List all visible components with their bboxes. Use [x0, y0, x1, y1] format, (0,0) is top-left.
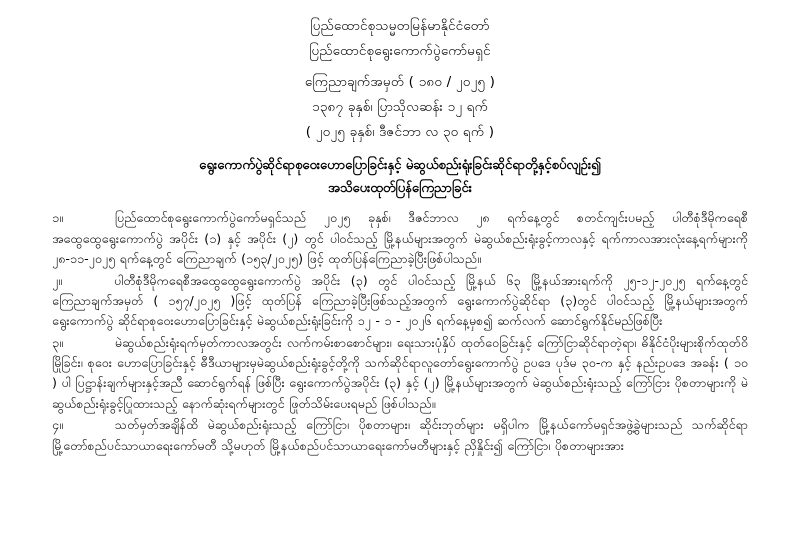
paragraph-3-marker: ၃။	[52, 334, 63, 350]
paragraph-4-text: သတ်မှတ်အချိန်ထိ မဲဆွယ်စည်းရုံးသည့် ကြော်ငြာ၊ ပိုစတာများ၊ ဆိုင်းဘုတ်များ မရှိပါက မြို့နယ်ကော်မရှင်အဖွဲ့ခွဲများသည် သက်ဆိုင်ရာ မြို့တော်စည်ပင်သာယာရေးကော်မတီ သို့မဟုတ် မြို့နယ်စည်ပင်သာယာရေးကော်မတီများနှင့် ညှိနှိုင်း၍ ကြော်ငြာ၊ ပိုစတာများအား	[52, 417, 748, 453]
paragraph-3-text: မဲဆွယ်စည်းရုံးရက်မှတ်ကာလအတွင်း လက်ကမ်းစာစောင်များ၊ ရေးသားပုံနှိပ် ထုတ်ဝေခြင်းနှင့် ကြော်ငြာဆိုင်ရာတဲ့ရာ၊ ဓိနိုင်ငံပိုးများစိုက်ထုတ်ဝိမြိုခြင်း၊ စုဝေး ဟောပြောခြင်းနှင့် ဓီဒီယာများမှမဲဆွယ်စည်းရုံးခွင့်တို့ကို သက်ဆိုင်ရာလူတော်ရွေးကောက်ပွဲ ဥပဒေ ပုဒ်မ ၃၀-က နှင့် နည်းဥပဒေ အခန်း ( ၁၀ ) ပါ ပြဋ္ဌာန်းချက်များနှင့်အညီ ဆောင်ရွက်ရန် ဖြစ်ပြီး ရွေးကောက်ပွဲအပိုင်း (၃) နှင့် (၂) မြို့နယ်များအတွက် မဲဆွယ်စည်းရုံးသည့် ကြော်ငြား ပိုစတာများကို မဲဆွယ်စည်းရုံးခွင့်ပြုထားသည့် နောက်ဆုံးရက်များတွင် ဖြုတ်သိမ်းပေးရမည် ဖြစ်ပါသည်။	[52, 334, 748, 411]
paragraph-1-text: ပြည်ထောင်စုရွေးကောက်ပွဲကော်မရှင်သည် ၂၀၂၅ ခုနှစ်၊ ဒီဇင်ဘာလ ၂၈ ရက်နေ့တွင် စတင်ကျင်းပမည့် ပါတီစုံဒီမိုကရေစီအထွေထွေရွေးကောက်ပွဲ အပိုင်း (၁) နှင့် အပိုင်း (၂) တွင် ပါဝင်သည့် မြို့နယ်များအတွက် မဲဆွယ်စည်းရုံးခွင့်ကာလနှင့် ရက်ကာလအားလုံးနေ့ရက်များကို ၂၈-၁၁-၂၀၂၅ ရက်နေ့တွင် ကြေညာချက် (၁၅၃/၂၀၂၅) ဖြင့် ထုတ်ပြန်ကြေညာခဲ့ပြီးဖြစ်ပါသည်။	[52, 210, 748, 267]
paragraph-4	[52, 415, 748, 456]
paragraph-2	[52, 271, 748, 332]
document-body	[52, 208, 748, 456]
header-line-gregorian-date: ( ၂၀၂၅ ခုနှစ်၊ ဒီဇင်ဘာ လ ၃၀ ရက် )	[305, 123, 495, 140]
header-line-announcement-number: ကြေညာချက်အမှတ် ( ၁၈၀ / ၂၀၂၅ )	[304, 73, 496, 90]
paragraph-1	[52, 208, 748, 269]
header-line-commission: ပြည်ထောင်စုရွေးကောက်ပွဲကော်မရှင်	[309, 42, 491, 59]
paragraph-2-text: ပါတီစုံဒီမိုကရေစီအထွေထွေရွေးကောက်ပွဲ အပိုင်း (၃) တွင် ပါဝင်သည့် မြို့နယ် ၆၃ မြို့နယ်အားရက်ကို ၂၅-၁၂-၂၀၂၅ ရက်နေ့တွင် ကြေညာချက်အမှတ် ( ၁၅၇/၂၀၂၅ )ဖြင့် ထုတ်ပြန် ကြေညာခဲ့ပြီးဖြစ်သည့်အတွက် ရွေးကောက်ပွဲဆိုင်ရာ (၃)တွင် ပါဝင်သည့် မြို့နယ်များအတွက် ရွေးကောက်ပွဲ ဆိုင်ရာစုဝေးဟောပြောခြင်းနှင့် မဲဆွယ်စည်းရုံးခြင်းကို ၁၂ - ၁ - ၂၀၂၆ ရက်နေ့မှစ၍ ဆက်လက် ဆောင်ရွက်နိုင်မည်ဖြစ်ပြီး	[52, 272, 748, 329]
paragraph-4-marker: ၄။	[52, 417, 63, 433]
header-line-country: ပြည်ထောင်စုသမ္မတမြန်မာနိုင်ငံတော်	[310, 18, 490, 34]
header-line-burmese-date: ၁၃၈၇ ခုနှစ်၊ ပြာသိုလဆန်း ၁၂ ရက်	[311, 98, 489, 115]
paragraph-1-marker: ၁။	[52, 210, 63, 226]
paragraph-3	[52, 333, 748, 415]
title-line-1: ရွေးကောက်ပွဲဆိုင်ရာစုဝေးဟောပြောခြင်းနှင့် မဲဆွယ်စည်းရုံးခြင်းဆိုင်ရာတို့နှင့်စပ်လျဉ်း၍	[199, 157, 601, 173]
document-title	[52, 155, 748, 201]
paragraph-2-marker: ၂။	[52, 272, 62, 288]
title-line-2: အသိပေးထုတ်ပြန်ကြေညာခြင်း	[328, 180, 472, 196]
document-header	[52, 14, 748, 145]
